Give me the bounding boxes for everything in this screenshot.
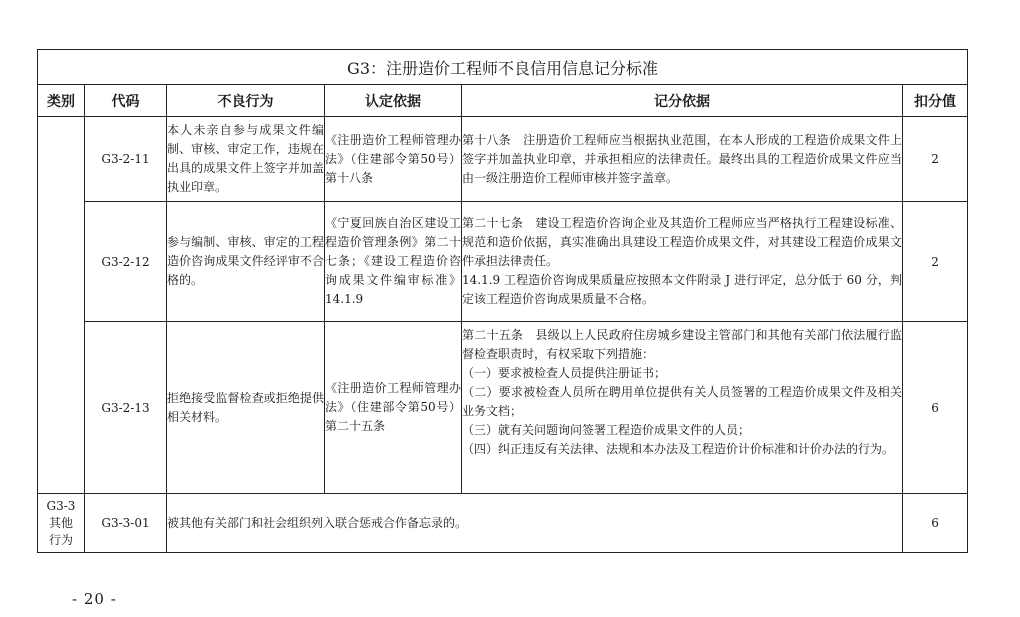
scoring-cell — [462, 322, 903, 494]
points-cell: 2 — [903, 117, 968, 202]
page-number: - 20 - — [72, 590, 117, 608]
header-scoring: 记分依据 — [462, 85, 903, 117]
scoring-paragraph: 第二十七条 建设工程造价咨询企业及其造价工程师应当严格执行工程建设标准、规范和造价依据，真实准确出具建设工程造价成果文件，对其建设工程造价成果文件承担法律责任。 — [462, 216, 902, 268]
basis-cell: 《宁夏回族自治区建设工程造价管理条例》第二十七条；《建设工程造价咨询成果文件编审标准》14.1.9 — [325, 202, 462, 322]
scoring-cell — [462, 202, 903, 322]
points-cell: 6 — [903, 322, 968, 494]
code-cell: G3-2-12 — [85, 202, 167, 322]
behavior-cell: 本人未亲自参与成果文件编制、审核、审定工作，违规在出具的成果文件上签字并加盖执业印章。 — [167, 117, 325, 202]
scoring-paragraph: 第二十五条 县级以上人民政府住房城乡建设主管部门和其他有关部门依法履行监督检查职责时，有权采取下列措施： — [462, 328, 902, 361]
header-code: 代码 — [85, 85, 167, 117]
table-title: G3：注册造价工程师不良信用信息记分标准 — [38, 50, 968, 85]
code-cell: G3-3-01 — [85, 494, 167, 553]
behavior-cell: 拒绝接受监督检查或拒绝提供相关材料。 — [167, 322, 325, 494]
table-row — [38, 117, 968, 202]
scoring-paragraph: （三）就有关问题询问签署工程造价成果文件的人员； — [462, 423, 751, 437]
scoring-paragraph: （二）要求被检查人员所在聘用单位提供有关人员签署的工程造价成果文件及相关业务文档； — [462, 385, 902, 418]
header-category: 类别 — [38, 85, 85, 117]
code-cell: G3-2-13 — [85, 322, 167, 494]
scoring-paragraph: 14.1.9 工程造价咨询成果质量应按照本文件附录 J 进行评定，总分低于 60 分，判定该工程造价咨询成果质量不合格。 — [462, 273, 902, 306]
behavior-cell: 参与编制、审核、审定的工程造价咨询成果文件经评审不合格的。 — [167, 202, 325, 322]
credit-scoring-table — [37, 49, 968, 553]
points-cell: 6 — [903, 494, 968, 553]
behavior-cell: 被其他有关部门和社会组织列入联合惩戒合作备忘录的。 — [167, 494, 903, 553]
scoring-paragraph: 第十八条 注册造价工程师应当根据执业范围，在本人形成的工程造价成果文件上签字并加盖执业印章，并承担相应的法律责任。最终出具的工程造价成果文件应当由一级注册造价工程师审核并签字盖章。 — [462, 132, 902, 185]
scoring-paragraph: （一）要求被检查人员提供注册证书； — [462, 366, 667, 380]
scoring-cell — [462, 117, 903, 202]
header-points: 扣分值 — [903, 85, 968, 117]
basis-cell: 《注册造价工程师管理办法》（住建部令第50号）第二十五条 — [325, 322, 462, 494]
table-row — [38, 322, 968, 494]
points-cell: 2 — [903, 202, 968, 322]
table-header-row — [38, 85, 968, 117]
table-row — [38, 494, 968, 553]
basis-cell: 《注册造价工程师管理办法》（住建部令第50号）第十八条 — [325, 117, 462, 202]
code-cell: G3-2-11 — [85, 117, 167, 202]
category-cell: G3-3 其他行为 — [38, 494, 85, 553]
header-basis: 认定依据 — [325, 85, 462, 117]
header-behavior: 不良行为 — [167, 85, 325, 117]
category-cell — [38, 117, 85, 494]
scoring-paragraph: （四）纠正违反有关法律、法规和本办法及工程造价计价标准和计价办法的行为。 — [462, 442, 895, 456]
table-row — [38, 202, 968, 322]
